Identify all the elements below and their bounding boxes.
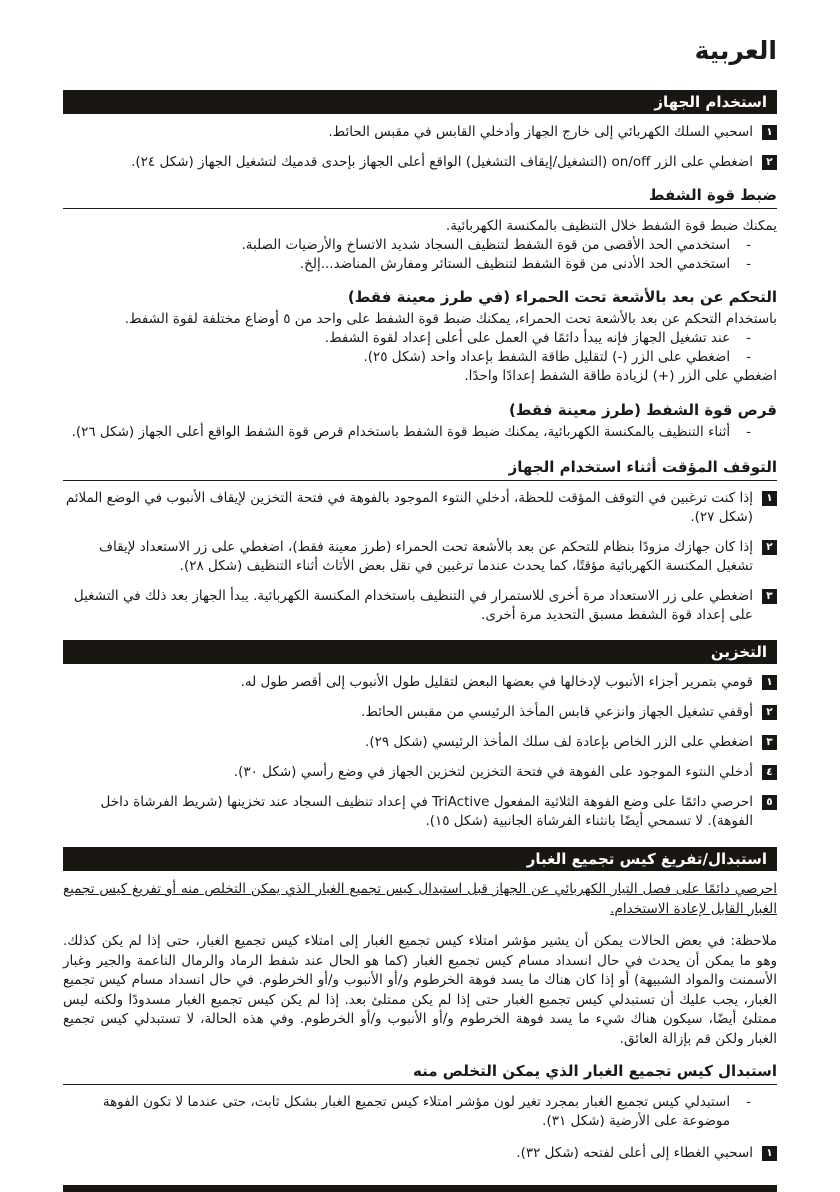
step-item: [63, 123, 777, 142]
step-number-badge: ١: [762, 675, 777, 690]
bullet-text: أثناء التنظيف بالمكنسة الكهربائية، يمكنك ضبط قوة الشفط باستخدام قرص قوة الشفط الواقع أعلى الجهاز (شكل ٢٦).: [71, 424, 731, 440]
step-text: أدخلي النتوء الموجود على الفوهة في فتحة التخزين لتخزين الجهاز في وضع رأسي (شكل ٣٠).: [233, 764, 753, 780]
step-text: قومي بتمرير أجزاء الأنبوب لإدخالها في بعضها البعض لتقليل طول الأنبوب إلى أقصر طول له.: [240, 674, 753, 690]
step-number-badge: ١: [762, 1146, 777, 1161]
bullet-item: [63, 1093, 777, 1131]
step-number-badge: ١: [762, 125, 777, 140]
bullet-text: استخدمي الحد الأدنى من قوة الشفط لتنظيف الستائر ومفارش المناضد...إلخ.: [299, 256, 731, 272]
subheading-disposable-dust-bag: استبدال كيس تجميع الغبار الذي يمكن التخلص منه: [63, 1062, 777, 1085]
step-item: [63, 489, 777, 527]
dash-marker: -: [746, 237, 751, 253]
step-number-badge: ١: [762, 491, 777, 506]
step-item: [63, 793, 777, 831]
paragraph: باستخدام التحكم عن بعد بالأشعة تحت الحمراء، يمكنك ضبط قوة الشفط على واحد من ٥ أوضاع مختلفة لقوة الشفط.: [124, 311, 777, 327]
step-text: احرصي دائمًا على وضع الفوهة الثلاثية المفعول TriActive في إعداد تنظيف السجاد عند تخزينها (شريط الفرشاة داخل الفوهة). لا تسمحي أيضًا بانثناء الفرشاة الجانبية (شكل ١٥).: [100, 794, 753, 829]
section-storage: [63, 640, 777, 831]
step-text: اضغطي على الزر الخاص بإعادة لف سلك المأخذ الرئيسي (شكل ٢٩).: [365, 734, 753, 750]
step-text: اسحبي الغطاء إلى أعلى لفتحه (شكل ٣٢).: [516, 1145, 753, 1161]
step-item: [63, 703, 777, 722]
step-text: اسحبي السلك الكهربائي إلى خارج الجهاز وأدخلي القابس في مقبس الحائط.: [328, 124, 753, 140]
bullet-text: استخدمي الحد الأقصى من قوة الشفط لتنظيف السجاد شديد الاتساخ والأرضيات الصلبة.: [241, 237, 731, 253]
section-bar-using-appliance: استخدام الجهاز: [63, 90, 777, 114]
dash-marker: -: [746, 349, 751, 365]
dash-marker: -: [746, 1094, 751, 1110]
step-number-badge: ٥: [762, 795, 777, 810]
section-using-appliance: [63, 90, 777, 625]
page-title: العربية: [694, 36, 777, 65]
step-text: إذا كان جهازك مزودًا بنظام للتحكم عن بعد بالأشعة تحت الحمراء (طرز معينة فقط)، اضغطي على زر الاستعداد لإيقاف تشغيل المكنسة الكهربائية مؤقتًا، كما يحدث عندما ترغبين في نقل بعض الأثاث أثناء التنظيف (شكل ٢٨).: [99, 539, 753, 574]
step-number-badge: ٣: [762, 735, 777, 750]
bullet-text: عند تشغيل الجهاز فإنه يبدأ دائمًا في العمل على أعلى إعداد لقوة الشفط.: [324, 330, 731, 346]
step-number-badge: ٤: [762, 765, 777, 780]
note-text: ملاحظة: في بعض الحالات يمكن أن يشير مؤشر امتلاء كيس تجميع الغبار إلى امتلاء كيس تجميع الغبار، حتى إذا لم يكن كذلك. وهو ما يمكن أن يحدث في حال انسداد مسام كيس تجميع الغبار (كما هو الحال عند شفط الرماد والرمال الناعمة والجير وغبار الأسمنت والمواد الشبيهة) أو إذا كان هناك ما يسد فوهة الخرطوم و/أو الأنبوب و/أو الخرطوم. في حال انسداد مسام كيس تجميع الغبار، يجب عليك أن تستبدلي كيس تجميع الغبار حتى إذا لم يكن ممتلئ بعد. إذا لم يكن كيس تجميع الغبار مسدودًا ولكنه ليس ممتلئ أيضًا، سيكون هناك شيء ما يسد فوهة الخرطوم و/أو الأنبوب و/أو الخرطوم. وفي هذه الحالة، لا تستبدلي كيس تجميع الغبار ولكن قم بإزالة العائق.: [63, 933, 777, 1047]
step-item: [63, 733, 777, 752]
bullet-text: اضغطي على الزر (-) لتقليل طاقة الشفط بإعداد واحد (شكل ٢٥).: [363, 349, 731, 365]
step-item: [63, 673, 777, 692]
bullet-item: [63, 236, 777, 255]
dash-marker: -: [746, 256, 751, 272]
section-bar-dust-bag: استبدال/تفريغ كيس تجميع الغبار: [63, 847, 777, 871]
step-item: [63, 763, 777, 782]
subheading-suction-power: ضبط قوة الشفط: [63, 186, 777, 209]
step-text: إذا كنت ترغبين في التوقف المؤقت للحظة، أدخلي النتوء الموجود بالفوهة في فتحة التخزين لإيقاف الأنبوب في الوضع الملائم (شكل ٢٧).: [65, 490, 753, 525]
dash-marker: -: [746, 330, 751, 346]
step-text: اضغطي على الزر on/off (التشغيل/إيقاف التشغيل) الواقع أعلى الجهاز بإحدى قدميك لتشغيل الجهاز (شكل ٢٤).: [131, 154, 753, 170]
step-number-badge: ٢: [762, 155, 777, 170]
step-number-badge: ٢: [762, 705, 777, 720]
section-bar-storage: التخزين: [63, 640, 777, 664]
subheading-suction-dial: قرص قوة الشفط (طرز معينة فقط): [508, 401, 777, 419]
bullet-item: [63, 329, 777, 348]
subheading-infrared-remote: التحكم عن بعد بالأشعة تحت الحمراء (في طرز معينة فقط): [347, 288, 777, 306]
subheading-pausing: التوقف المؤقت أثناء استخدام الجهاز: [63, 458, 777, 481]
section-dust-bag: [63, 847, 777, 1163]
step-item: [63, 587, 777, 625]
step-text: اضغطي على زر الاستعداد مرة أخرى للاستمرار في التنظيف باستخدام المكنسة الكهربائية. يبدأ الجهاز بعد ذلك في التشغيل على إعداد قوة الشفط مسبق التحديد مرة أخرى.: [73, 588, 753, 623]
step-number-badge: ٢: [762, 540, 777, 555]
bullet-item: [63, 255, 777, 274]
bullet-text: استبدلي كيس تجميع الغبار بمجرد تغير لون مؤشر امتلاء كيس تجميع الغبار بشكل ثابت، حتى عندما لا تكون الفوهة موضوعة على الأرضية (شكل ٣١).: [102, 1094, 731, 1129]
step-text: أوقفي تشغيل الجهاز وانزعي قابس المأخذ الرئيسي من مقبس الحائط.: [361, 704, 753, 720]
step-item: [63, 153, 777, 172]
dash-marker: -: [746, 424, 751, 440]
bullet-item: [63, 423, 777, 442]
step-number-badge: ٣: [762, 589, 777, 604]
warning-text: احرصي دائمًا على فصل التيار الكهربائي عن الجهاز قبل استبدال كيس تجميع الغبار الذي يمكن التخلص منه أو تفريغ كيس تجميع الغبار القابل لإعادة الاستخدام.: [63, 881, 777, 917]
paragraph: يمكنك ضبط قوة الشفط خلال التنظيف بالمكنسة الكهربائية.: [445, 218, 777, 234]
next-section-bar-cutoff: [63, 1185, 777, 1192]
step-item: [63, 538, 777, 576]
bullet-item: [63, 348, 777, 367]
paragraph: اضغطي على الزر (+) لزيادة طاقة الشفط إعدادًا واحدًا.: [464, 368, 777, 384]
step-item: [63, 1144, 777, 1163]
